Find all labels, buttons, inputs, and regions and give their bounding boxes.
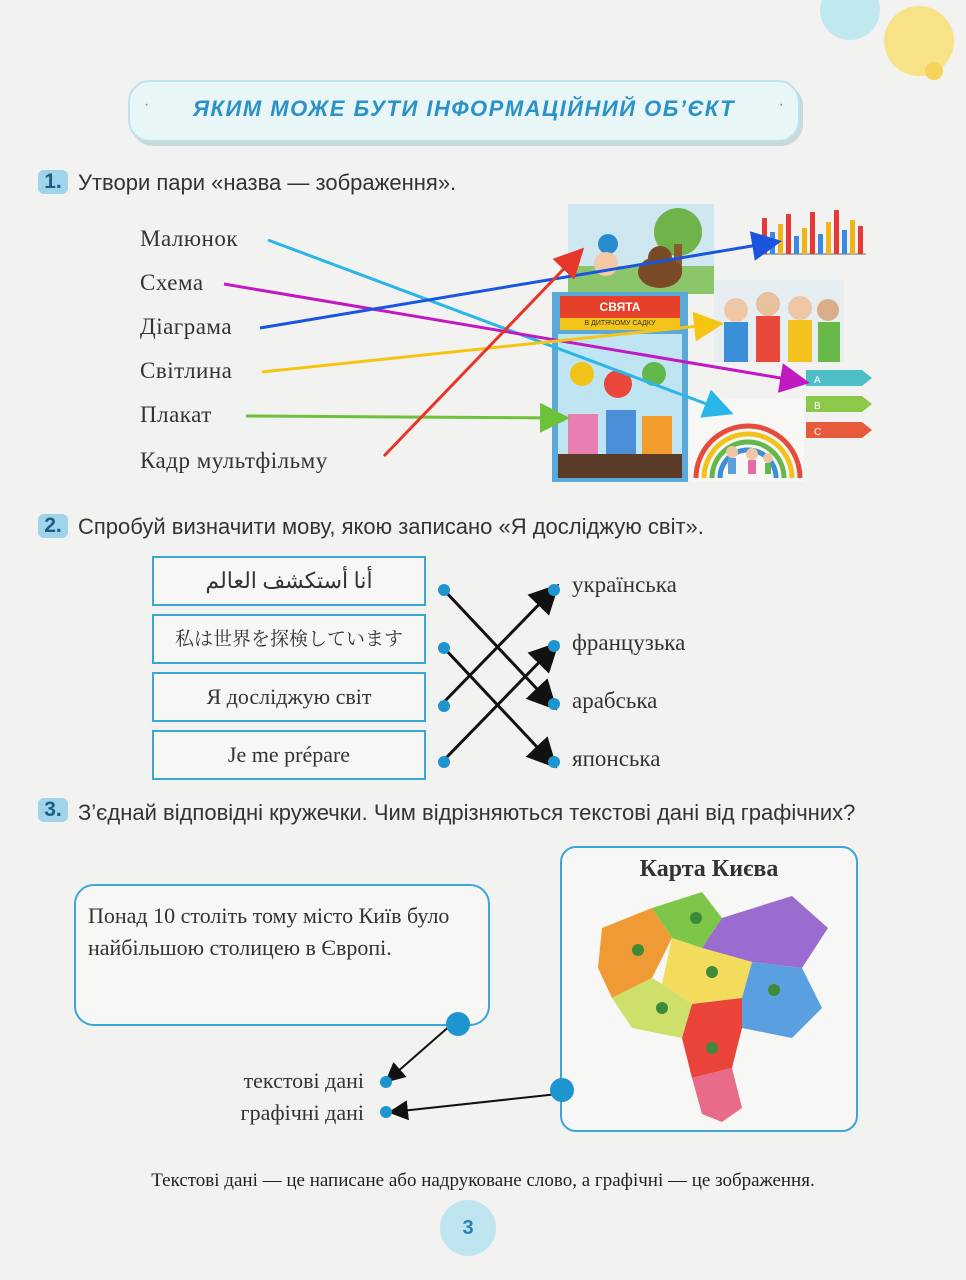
page-title: ЯКИМ МОЖЕ БУТИ ІНФОРМАЦІЙНИЙ ОБ’ЄКТ [192,96,736,121]
left-dot-3[interactable] [438,700,450,712]
lang-arabic: арабська [572,688,658,713]
task3-instruction: З’єднай відповідні кружечки. Чим відрізняються текстові дані від графічних? [78,800,856,825]
left-dot-4[interactable] [438,756,450,768]
lang-french: французька [572,630,686,655]
right-dot-3[interactable] [548,698,560,710]
word-diagram: Діаграма [140,314,233,339]
map-box-dot[interactable] [550,1078,574,1102]
arrow-cartoon [384,252,580,456]
phrase-japanese: 私は世界を探検しています [152,614,426,664]
schema-label-c: C [814,427,822,438]
arrow-graphic-data [392,1094,558,1112]
kyiv-map-image [592,888,832,1124]
arrow-french [444,646,555,760]
arrow-ukrainian [444,588,555,702]
label-graphic-data: графічні дані [240,1100,364,1125]
task3-number: 3. [38,798,68,822]
arrow-poster [246,416,564,418]
schema-label-b: B [814,401,821,412]
word-schema: Схема [140,270,204,295]
arrow-photo [262,324,718,372]
text-data-dot[interactable] [380,1076,392,1088]
arrow-text-data [388,1024,452,1080]
text-box-dot[interactable] [446,1012,470,1036]
phrase-arabic: أنا أستكشف العالم [152,556,426,606]
poster-subtitle: В ДИТЯЧОМУ САДКУ [560,318,680,330]
left-dot-1[interactable] [438,584,450,596]
task2-instruction: Спробуй визначити мову, якою записано «Я досліджую світ». [78,514,704,539]
schema-label-a: A [814,375,821,386]
phrase-french: Je me prépare [152,730,426,780]
poster-title: СВЯТА [560,296,680,318]
phrase-ukrainian: Я досліджую світ [152,672,426,722]
left-dot-2[interactable] [438,642,450,654]
text-data-box [74,884,490,1026]
banner-dots-left: · [144,96,150,113]
label-text-data: текстові дані [243,1068,364,1093]
lang-ukrainian: українська [572,572,677,597]
task1-number: 1. [38,170,68,194]
page-number: 3 [440,1200,496,1256]
word-poster: Плакат [140,402,212,427]
text-data-content: Понад 10 століть тому місто Київ було найбільшою столицею в Європі. [88,903,450,960]
map-title: Карта Києва [639,856,779,882]
word-cartoon-frame: Кадр мультфільму [140,448,328,473]
task1-instruction: Утвори пари «назва — зображення». [78,170,457,195]
word-photo: Світлина [140,358,233,383]
right-dot-2[interactable] [548,640,560,652]
footer-note: Текстові дані — це написане або надруковане слово, а графічні — це зображення. [151,1170,815,1191]
right-dot-4[interactable] [548,756,560,768]
right-dot-1[interactable] [548,584,560,596]
map-box [560,846,858,1132]
task2-number: 2. [38,514,68,538]
arrow-malyunok [268,240,728,412]
banner-dots-right: · [778,96,784,113]
word-malyunok: Малюнок [140,226,239,251]
graphic-data-dot[interactable] [380,1106,392,1118]
lang-japanese: японська [572,746,661,771]
